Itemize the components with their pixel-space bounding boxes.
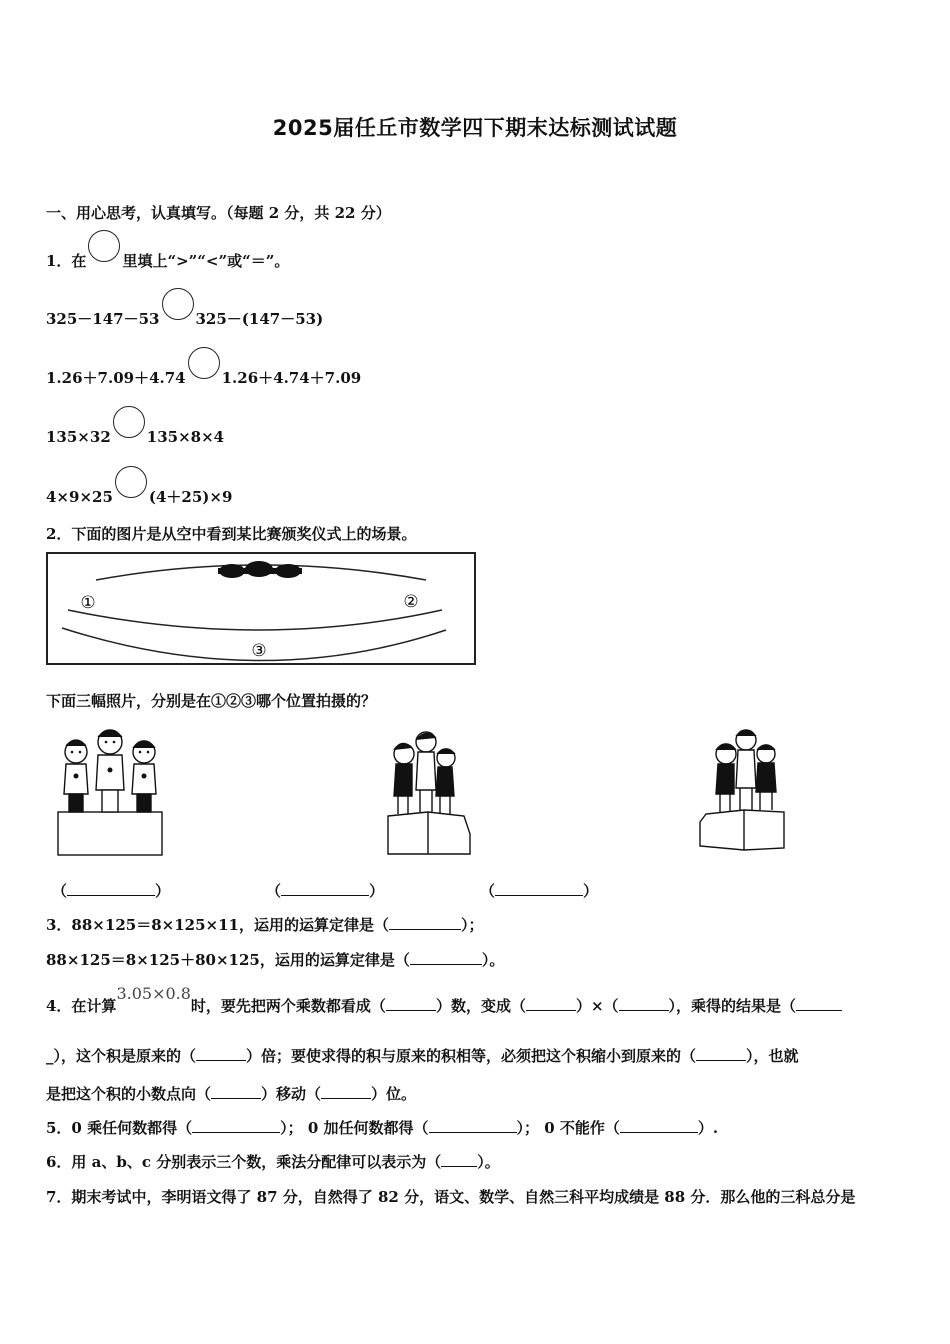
answer-blank[interactable] — [410, 952, 482, 965]
answer-blank[interactable] — [389, 917, 461, 930]
answer-photo-2: （ ） — [266, 882, 385, 900]
compare-right: 135×8×4 — [146, 428, 225, 446]
question-3-line-1: 3．88×125＝8×125×11，运用的运算定律是（ ）； — [46, 916, 484, 934]
question-2-prompt: 下面三幅照片，分别是在①②③哪个位置拍摄的？ — [46, 692, 377, 710]
position-label-2: ② — [403, 592, 419, 612]
answer-blank[interactable] — [796, 998, 842, 1011]
compare-row — [46, 476, 232, 508]
compare-row — [46, 357, 361, 389]
compare-left: 325－147－53 — [46, 310, 160, 328]
compare-circle[interactable] — [188, 347, 220, 379]
question-2-text: 2．下面的图片是从空中看到某比赛颁奖仪式上的场景。 — [46, 525, 417, 543]
blank-circle[interactable] — [88, 230, 120, 262]
page-title: 2025届任丘市数学四下期末达标测试试题 — [272, 116, 678, 140]
section-heading: 一、用心思考，认真填写。（每题 2 分，共 22 分） — [46, 204, 391, 222]
question-4-line-3: 是把这个积的小数点向（ ）移动（ ）位。 — [46, 1085, 417, 1103]
answer-blank[interactable] — [441, 1154, 477, 1167]
answer-blank[interactable] — [429, 1120, 517, 1133]
question-6: 6．用 a、b、c 分别表示三个数，乘法分配律可以表示为（ ）。 — [46, 1153, 500, 1171]
compare-circle[interactable] — [115, 466, 147, 498]
photo-side-view-left — [384, 724, 484, 859]
answer-blank[interactable] — [696, 1048, 746, 1061]
q1-intro-prefix: 1．在 — [46, 252, 87, 270]
compare-circle[interactable] — [162, 288, 194, 320]
compare-left: 1.26＋7.09＋4.74 — [46, 369, 186, 387]
answer-blank[interactable] — [495, 883, 583, 896]
photo-front-view — [52, 724, 172, 859]
question-5: 5．0 乘任何数都得（ ）； 0 加任何数都得（ ）； 0 不能作（ ）. — [46, 1119, 719, 1137]
answer-blank[interactable] — [619, 998, 669, 1011]
answer-blank[interactable] — [211, 1086, 261, 1099]
answer-blank[interactable] — [281, 883, 369, 896]
position-label-3: ③ — [251, 641, 267, 661]
answer-blank[interactable] — [526, 998, 576, 1011]
position-label-1: ① — [80, 593, 96, 613]
compare-right: 325－(147－53) — [195, 310, 324, 328]
compare-left: 4×9×25 — [46, 488, 113, 506]
compare-circle[interactable] — [113, 406, 145, 438]
answer-photo-3: （ ） — [480, 882, 599, 900]
answer-blank[interactable] — [321, 1086, 371, 1099]
compare-right: (4＋25)×9 — [148, 488, 233, 506]
answer-blank[interactable] — [192, 1120, 280, 1133]
ceremony-aerial-figure — [46, 552, 476, 665]
question-3-line-2: 88×125＝8×125＋80×125，运用的运算定律是（ ）。 — [46, 951, 505, 969]
question-1-intro — [46, 240, 289, 272]
question-7: 7．期末考试中，李明语文得了 87 分，自然得了 82 分，语文、数学、自然三科平均成绩是 88 分．那么他的三科总分是 — [46, 1188, 856, 1206]
compare-left: 135×32 — [46, 428, 111, 446]
q1-intro-suffix: 里填上“>”“<”或“＝”。 — [122, 252, 290, 270]
question-4-line-1: 4．在计算3.05×0.8时，要先把两个乘数都看成（ ）数，变成（ ）×（ ），乘得的结果是（ — [46, 995, 842, 1016]
compare-row — [46, 298, 323, 330]
photo-side-view-right — [694, 724, 794, 859]
compare-right: 1.26＋4.74＋7.09 — [221, 369, 362, 387]
compare-row — [46, 416, 224, 448]
question-4-line-2: _），这个积是原来的（ ）倍；要使求得的积与原来的积相等，必须把这个积缩小到原来的（ ），也就 — [46, 1047, 799, 1065]
answer-blank[interactable] — [67, 883, 155, 896]
answer-photo-1: （ ） — [52, 882, 171, 900]
answer-blank[interactable] — [386, 998, 436, 1011]
math-expression: 3.05×0.8 — [116, 984, 191, 1003]
answer-blank[interactable] — [196, 1048, 246, 1061]
answer-blank[interactable] — [620, 1120, 698, 1133]
